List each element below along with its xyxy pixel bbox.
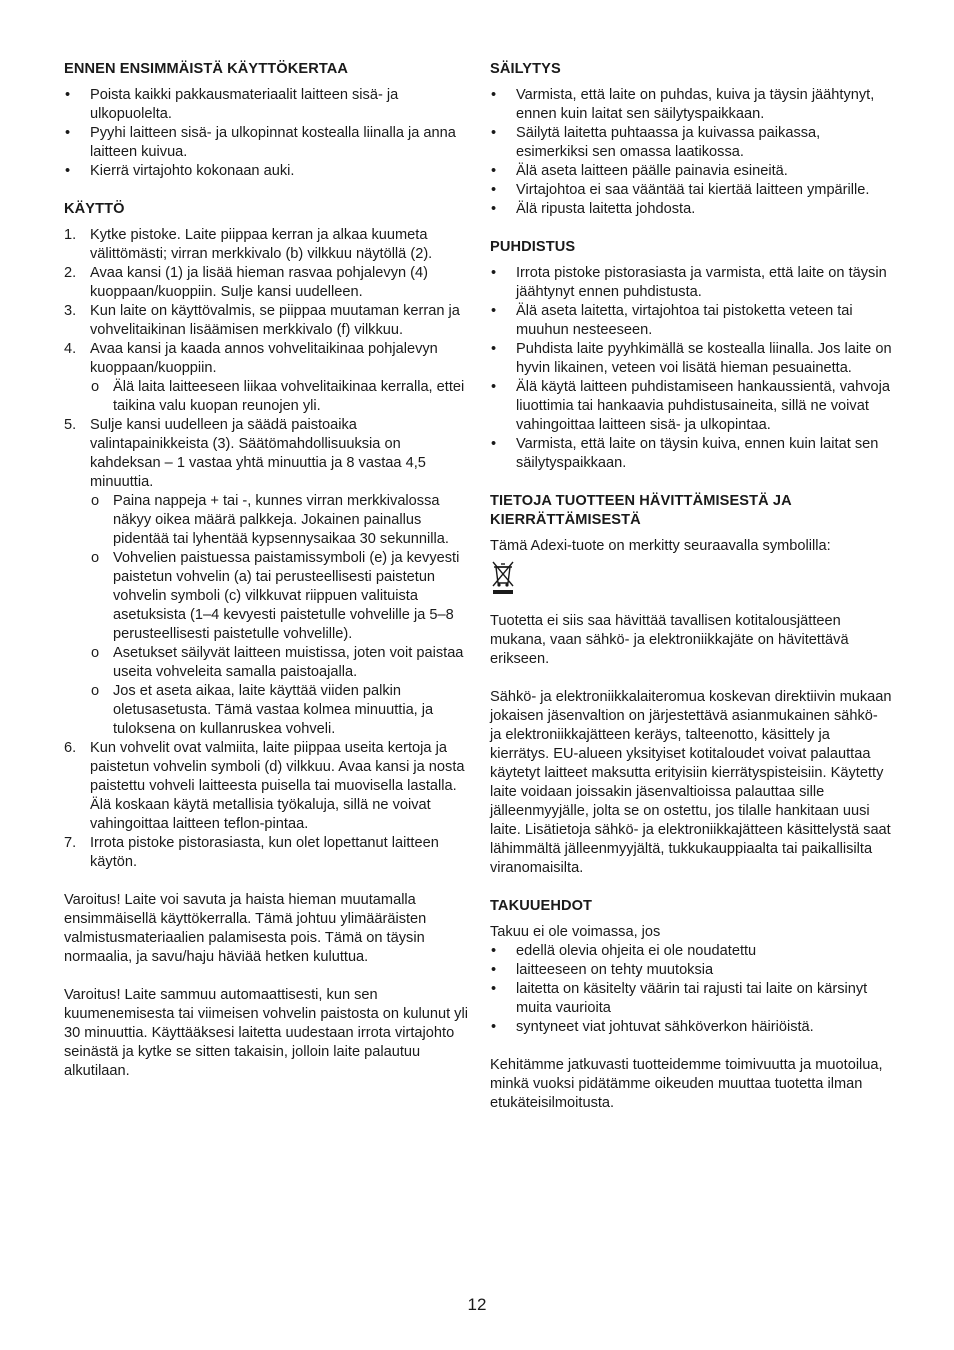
cleaning-list — [490, 264, 892, 473]
storage-list — [490, 86, 892, 219]
page-number: 12 — [467, 1295, 487, 1314]
list-item: • Älä aseta laitteen päälle painavia esineitä. — [490, 162, 892, 181]
usage-step: 3. Kun laite on käyttövalmis, se piippaa muutaman kerran ja vohvelitaikinan lisäämisen merkkivalo (f) vilkkuu. — [64, 303, 460, 338]
disposal-paragraph: Sähkö- ja elektroniikkalaiteromua koskevan direktiivin mukaan jokaisen jäsenvaltion on järjestettävä asianmukainen sähkö- ja elektroniikkajätteen keräys, talteenotto, käsittely ja kierrätys. EU-alueen yksityiset kotitaloudet voivat palauttaa käytetyt laitteet maksutta erityisiin kierrätyspisteisiin. Käytetty laite voidaan joissakin jäsenvaltioissa palauttaa sille jälleenmyyjälle, jolta se on ostettu, jos tilalle hankitaan uusi laite. Lisätietoja sähkö- ja elektroniikkajätteen käsittelystä saat lähimmältä jälleenmyyjältä, tukkukauppiaalta tai paikallisilta viranomaisilta. — [490, 689, 892, 876]
usage-substep: o Vohvelien paistuessa paistamissymboli (e) ja kevyesti paistetun vohvelin (a) tai perusteellisesti paistetun vohvelin symboli (c) vilkkuvat riippuen valituista asetuksista (1–4 kevyesti paistetulle vohvelille ja 5–8 perusteellisesti paistetulle vohvelille). — [90, 549, 468, 644]
heading-cleaning: PUHDISTUS — [490, 239, 576, 255]
list-item: • Pyyhi laitteen sisä- ja ulkopinnat kostealla liinalla ja anna laitteen kuivua. — [64, 124, 468, 162]
list-item: • Älä aseta laitetta, virtajohtoa tai pistoketta veteen tai muuhun nesteeseen. — [490, 302, 892, 340]
list-item: • laitetta on käsitelty väärin tai rajusti tai laite on kärsinyt muita vaurioita — [490, 980, 892, 1018]
warranty-list — [490, 942, 892, 1037]
heading-disposal: TIETOJA TUOTTEEN HÄVITTÄMISESTÄ JA KIERRÄTTÄMISESTÄ — [490, 493, 792, 528]
usage-substep: o Jos et aseta aikaa, laite käyttää viiden palkin oletusasetusta. Tämä vastaa kolmea minuuttia, ja tuloksena on kullanruskea vohveli. — [90, 682, 468, 739]
list-item: • Älä ripusta laitetta johdosta. — [490, 200, 892, 219]
usage-substep: o Älä laita laitteeseen liikaa vohvelitaikinaa kerralla, ettei taikina valu kuopan reunojen yli. — [90, 378, 468, 416]
usage-step: 5. Sulje kansi uudelleen ja säädä paistoaika valintapainikkeista (3). Säätömahdollisuuksia on kahdeksan – 1 vastaa yhtä minuuttia ja 8 vastaa 4,5 minuuttia. o Paina nappeja + tai -, kunnes virran merkkivalossa näkyy oikea määrä palkkeja. Jokainen painallus pidentää tai lyhentää kypsennysaikaa 30 sekunnilla. o Vohvelien paistuessa paistamissymboli (e) ja kevyesti paistetun vohvelin (a) tai perusteellisesti paistetun vohvelin symboli (c) vilkkuvat riippuen valituista asetuksista (1–4 kevyesti paistetulle vohvelille ja 5–8 perusteellisesti paistetulle vohvelille). o Asetukset säilyvät laitteen muistissa, joten voit paistaa useita vohveleita samalla paistoajalla. o Jos et aseta aikaa, laite käyttää viiden palkin oletusasetusta. Tämä vastaa kolmea minuuttia, ja tuloksena on kullanruskea vohveli. — [64, 416, 468, 739]
list-item: • Säilytä laitetta puhtaassa ja kuivassa paikassa, esimerkiksi sen omassa laatikossa. — [490, 124, 892, 162]
warning-auto-off: Varoitus! Laite sammuu automaattisesti, kun sen kuumenemisesta tai viimeisen vohvelin paistosta on kulunut yli 30 minuuttia. Käyttääksesi laitetta uudestaan irrota virtajohto seinästä ja kytke se sitten takaisin, jolloin laite palautuu alkutilaan. — [64, 987, 468, 1079]
usage-step: 2. Avaa kansi (1) ja lisää hieman rasvaa pohjalevyn (4) kuoppaan/kuoppiin. Sulje kansi uudelleen. — [64, 265, 428, 300]
usage-substep: o Paina nappeja + tai -, kunnes virran merkkivalossa näkyy oikea määrä palkkeja. Jokainen painallus pidentää tai lyhentää kypsennysaikaa 30 sekunnilla. — [90, 492, 468, 549]
heading-warranty: TAKUUEHDOT — [490, 898, 593, 914]
warranty-intro: Takuu ei ole voimassa, jos — [490, 924, 661, 940]
heading-before-first-use: ENNEN ENSIMMÄISTÄ KÄYTTÖKERTAA — [64, 61, 349, 77]
disposal-paragraph: Tuotetta ei siis saa hävittää tavallisen kotitalousjätteen mukana, vaan sähkö- ja elektroniikkajäte on hävitettävä erikseen. — [490, 613, 849, 667]
disposal-intro: Tämä Adexi-tuote on merkitty seuraavalla symbolilla: — [490, 538, 831, 554]
usage-substep: o Asetukset säilyvät laitteen muistissa, joten voit paistaa useita vohveleita samalla paistoajalla. — [90, 644, 468, 682]
warranty-closing: Kehitämme jatkuvasti tuotteidemme toimivuutta ja muotoilua, minkä vuoksi pidätämme oikeuden muuttaa tuotetta ilman etukäteisilmoitusta. — [490, 1057, 883, 1111]
list-item: • syntyneet viat johtuvat sähköverkon häiriöistä. — [490, 1018, 892, 1037]
list-item: • laitteeseen on tehty muutoksia — [490, 961, 892, 980]
list-item: • Poista kaikki pakkausmateriaalit laitteen sisä- ja ulkopuolelta. — [64, 86, 468, 124]
weee-crossed-bin-icon — [490, 559, 516, 595]
warning-smoke: Varoitus! Laite voi savuta ja haista hieman muutamalla ensimmäisellä käyttökerralla. Tämä johtuu ylimääräisten valmistusmateriaalien palamisesta pois. Tämä on täysin normaalia, ja savu/haju häviää hetken kuluttua. — [64, 892, 427, 965]
list-item: • Varmista, että laite on täysin kuiva, ennen kuin laitat sen säilytyspaikkaan. — [490, 435, 892, 473]
list-item: • Älä käytä laitteen puhdistamiseen hankaussientä, vahvoja liuottimia tai hankaavia puhdistusaineita, sillä ne voivat vahingoittaa laitteen sisä- ja ulkopintaa. — [490, 378, 892, 435]
usage-step: 6. Kun vohvelit ovat valmiita, laite piippaa useita kertoja ja paistetun vohvelin symboli (d) vilkkuu. Avaa kansi ja nosta paistettu vohveli laitteesta puisella tai muovisella lastalla. Älä koskaan käytä metallisia työkaluja, sillä ne voivat vahingoittaa laitteen teflon-pintaa. — [64, 740, 465, 832]
list-item: • Irrota pistoke pistorasiasta ja varmista, että laite on täysin jäähtynyt ennen puhdistusta. — [490, 264, 892, 302]
list-item: • edellä olevia ohjeita ei ole noudatettu — [490, 942, 892, 961]
before-first-use-list — [64, 86, 468, 181]
left-column — [64, 60, 468, 1081]
usage-steps — [64, 226, 468, 872]
heading-storage: SÄILYTYS — [490, 61, 561, 77]
list-item: • Virtajohtoa ei saa vääntää tai kiertää laitteen ympärille. — [490, 181, 892, 200]
heading-usage: KÄYTTÖ — [64, 201, 125, 217]
usage-step: 7. Irrota pistoke pistorasiasta, kun olet lopettanut laitteen käytön. — [64, 835, 439, 870]
list-item: • Varmista, että laite on puhdas, kuiva ja täysin jäähtynyt, ennen kuin laitat sen säilytyspaikkaan. — [490, 86, 892, 124]
list-item: • Puhdista laite pyyhkimällä se kostealla liinalla. Jos laite on hyvin likainen, veteen voi lisätä hieman pesuainetta. — [490, 340, 892, 378]
usage-step: 1. Kytke pistoke. Laite piippaa kerran ja alkaa kuumeta välittömästi; virran merkkivalo (b) vilkkuu näytöllä (2). — [64, 227, 433, 262]
right-column — [490, 60, 892, 1113]
list-item: • Kierrä virtajohto kokonaan auki. — [64, 162, 468, 181]
usage-step: 4. Avaa kansi ja kaada annos vohvelitaikinaa pohjalevyn kuoppaan/kuoppiin. o Älä laita laitteeseen liikaa vohvelitaikinaa kerralla, ettei taikina valu kuopan reunojen yli. — [64, 340, 468, 416]
